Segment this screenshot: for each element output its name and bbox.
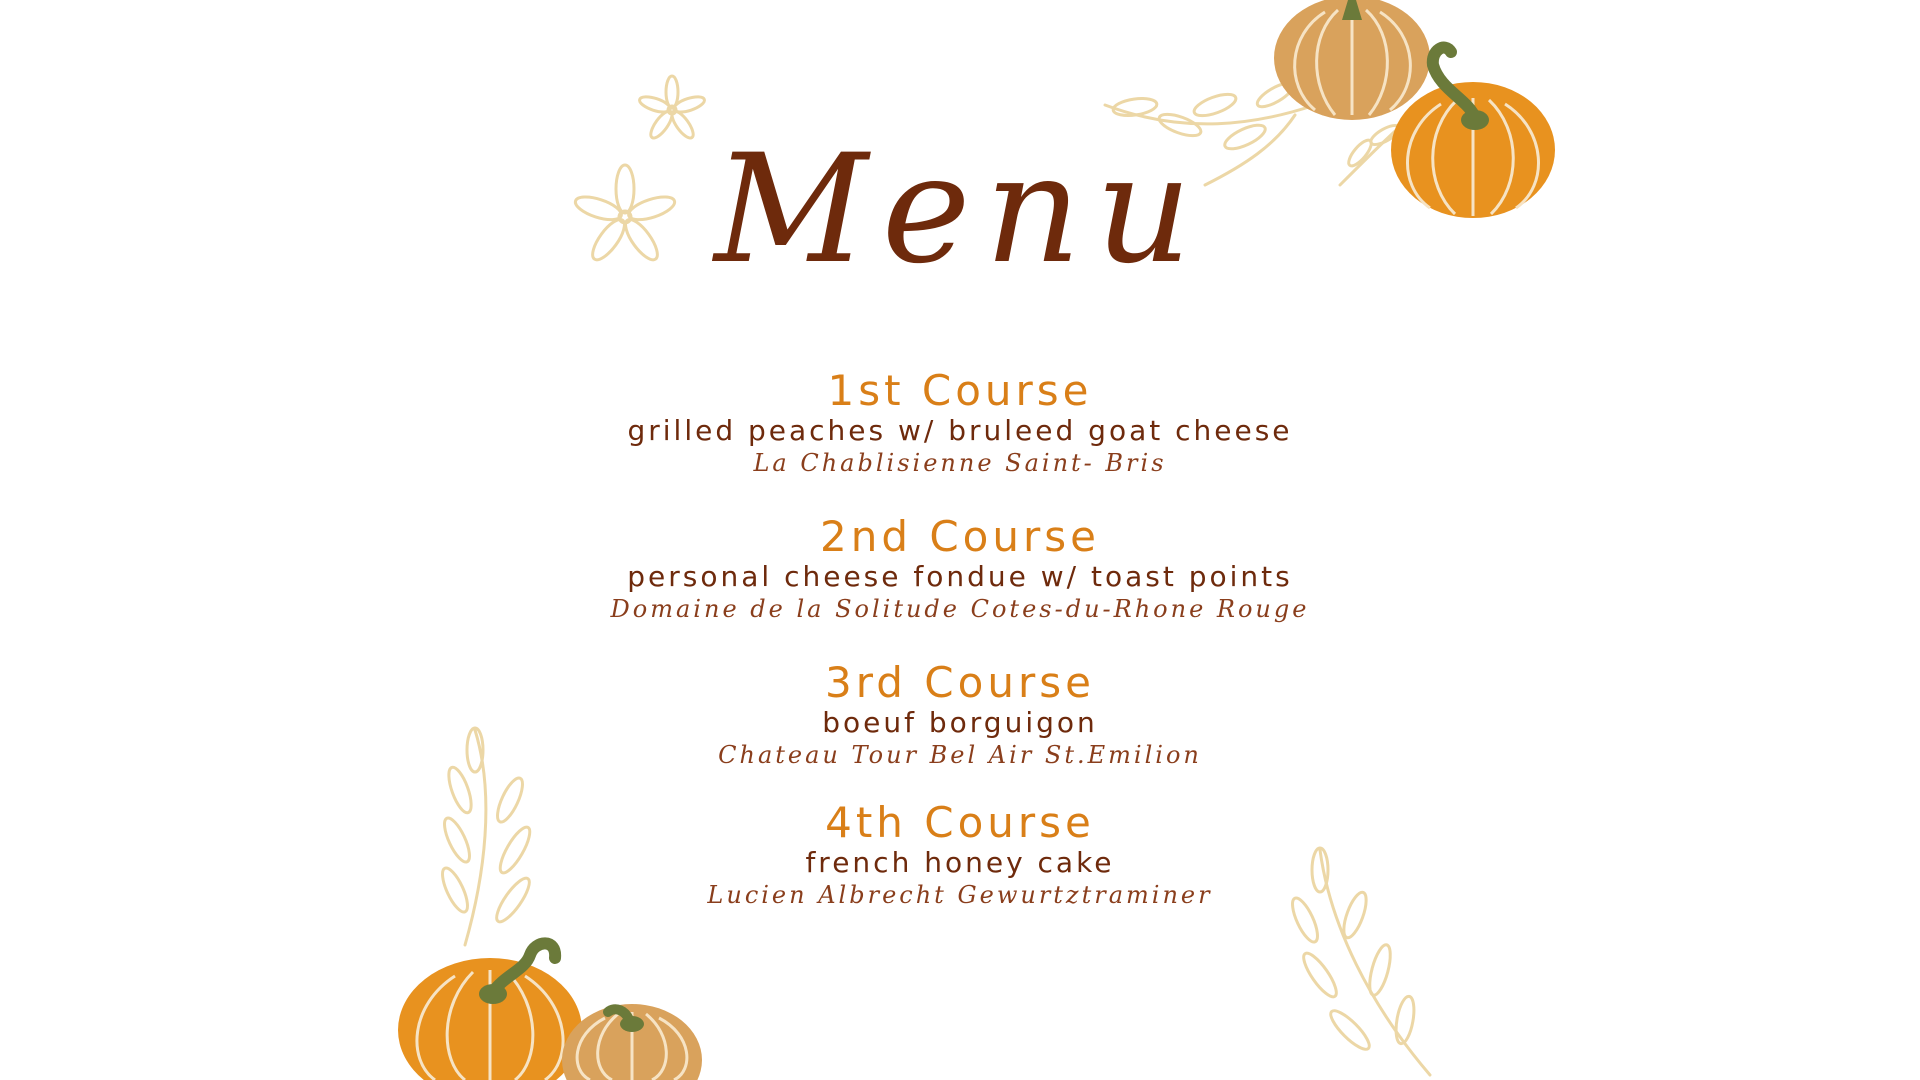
course-wine: Domaine de la Solitude Cotes-du-Rhone Rouge (610, 595, 1310, 623)
course-dish: boeuf borguigon (822, 706, 1098, 739)
course-3 (0, 660, 1920, 770)
course-title: 2nd Course (820, 512, 1100, 561)
course-title: 1st Course (827, 366, 1093, 415)
menu-title: Menu (714, 123, 1206, 297)
course-2 (0, 514, 1920, 624)
course-dish: grilled peaches w/ bruleed goat cheese (627, 414, 1293, 447)
course-1 (0, 368, 1920, 478)
course-dish: personal cheese fondue w/ toast points (627, 560, 1293, 593)
course-wine: Lucien Albrecht Gewurtztraminer (707, 881, 1213, 909)
course-wine: La Chablisienne Saint- Bris (753, 449, 1167, 477)
pumpkin-icon (395, 930, 585, 1080)
course-title: 4th Course (825, 798, 1095, 847)
course-dish: french honey cake (805, 846, 1115, 879)
course-title: 3rd Course (825, 658, 1095, 707)
pumpkin-icon (560, 990, 705, 1080)
course-wine: Chateau Tour Bel Air St.Emilion (718, 741, 1202, 769)
course-4 (0, 800, 1920, 910)
